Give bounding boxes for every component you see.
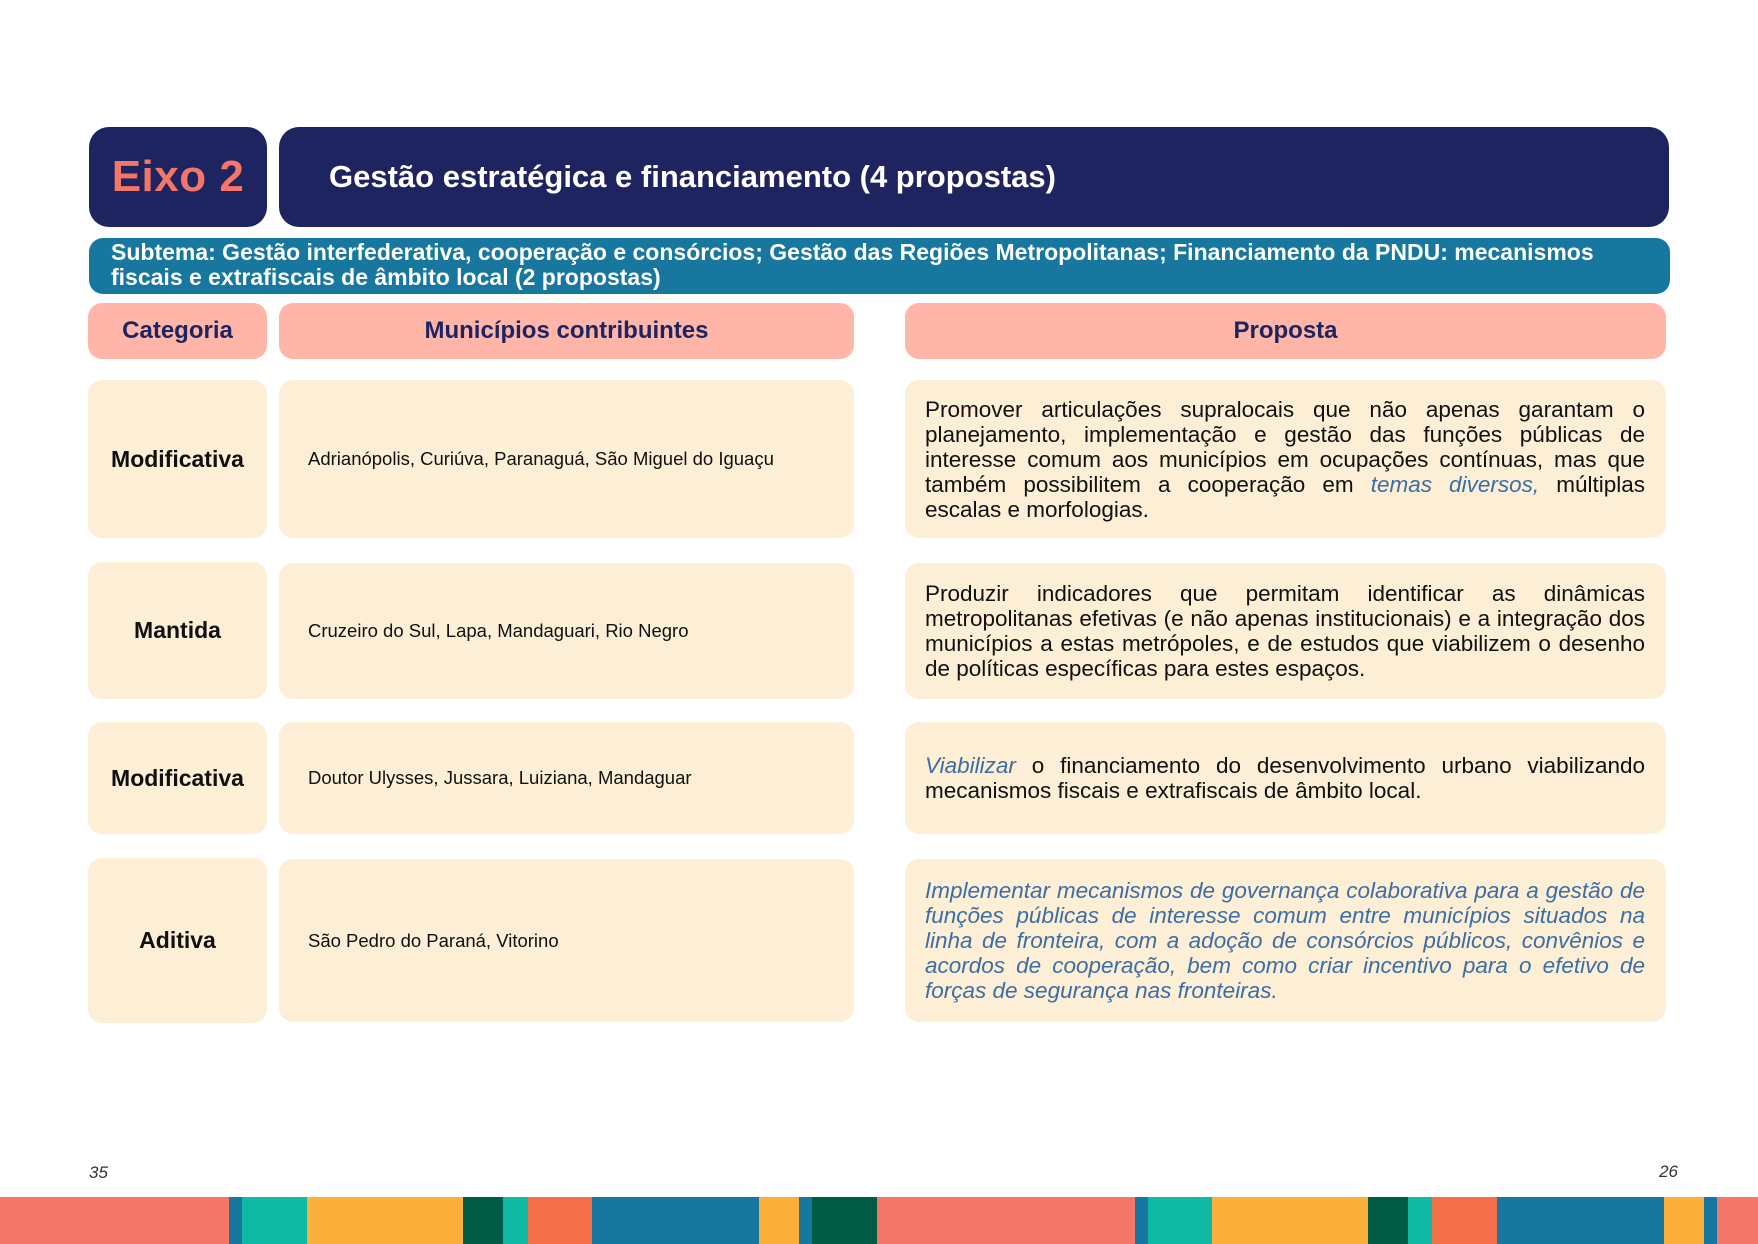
stripe-segment — [503, 1197, 528, 1244]
stripe-segment — [1717, 1197, 1758, 1244]
proposta-text — [925, 753, 1645, 803]
stripe-segment — [877, 1197, 1135, 1244]
table-row-1-municipios — [279, 380, 854, 538]
stripe-segment — [1368, 1197, 1408, 1244]
decorative-color-stripe — [0, 1197, 1758, 1244]
stripe-segment — [307, 1197, 463, 1244]
section-title-bar — [279, 127, 1669, 227]
proposta-text: Produzir indicadores que permitam identificar as dinâmicas metropolitanas efetivas (e não apenas institucionais) e a integração dos municípios a estas metrópoles, e de estudos que viabilizem o desenho de políticas específicas para estes espaços. — [925, 581, 1645, 681]
column-header-proposta-label: Proposta — [1233, 317, 1338, 344]
proposta-highlight: temas diversos, — [1370, 471, 1540, 497]
table-row-3-categoria — [88, 722, 267, 834]
table-row-4-proposta — [905, 859, 1666, 1022]
table-row-1-categoria — [88, 380, 267, 538]
column-header-municipios-label: Municípios contribuintes — [424, 317, 709, 344]
proposta-text-part: múltiplas escalas e morfologias. — [925, 471, 1645, 522]
table-row-4-categoria — [88, 858, 267, 1023]
page-number-left: 35 — [89, 1163, 108, 1182]
table-row-4-municipios — [279, 859, 854, 1022]
proposta-text-part: Promover articulações supralocais que não apenas garantam o planejamento, implementação e gestão das funções públicas de interesse comum aos municípios em ocupações contínuas, mas que também possibilitem a cooperação em — [925, 396, 1645, 497]
subtema-text: Subtema: Gestão interfederativa, cooperação e consórcios; Gestão das Regiões Metropolitanas; Financiamento da PNDU: mecanismos fiscais e extrafiscais de âmbito local (2 propostas) — [111, 239, 1594, 290]
categoria-value: Mantida — [134, 617, 221, 643]
stripe-segment — [592, 1197, 759, 1244]
stripe-segment — [1432, 1197, 1497, 1244]
proposta-text-part: o financiamento do desenvolvimento urbano viabilizando mecanismos fiscais e extrafiscais de âmbito local. — [925, 753, 1645, 803]
stripe-segment — [1704, 1197, 1717, 1244]
stripe-segment — [463, 1197, 503, 1244]
table-row-3-proposta — [905, 722, 1666, 834]
stripe-segment — [1148, 1197, 1212, 1244]
column-header-municipios — [279, 303, 854, 359]
table-row-2-proposta — [905, 563, 1666, 699]
table-row-3-municipios — [279, 722, 854, 834]
stripe-segment — [812, 1197, 877, 1244]
column-header-categoria — [88, 303, 267, 359]
proposta-text — [925, 397, 1645, 522]
stripe-segment — [242, 1197, 307, 1244]
proposta-highlight: Viabilizar — [925, 753, 1016, 778]
stripe-segment — [759, 1197, 799, 1244]
eixo-label: Eixo 2 — [111, 152, 245, 201]
stripe-segment — [799, 1197, 812, 1244]
categoria-value: Aditiva — [139, 927, 216, 953]
subtema-bar — [89, 238, 1670, 294]
stripe-segment — [0, 1197, 229, 1244]
stripe-segment — [1664, 1197, 1704, 1244]
page-number-right: 26 — [1659, 1162, 1678, 1181]
municipios-value: Doutor Ulysses, Jussara, Luiziana, Mandaguar — [308, 767, 692, 788]
municipios-value: Cruzeiro do Sul, Lapa, Mandaguari, Rio Negro — [308, 620, 689, 641]
eixo-badge — [89, 127, 267, 227]
table-row-2-municipios — [279, 563, 854, 699]
section-title: Gestão estratégica e financiamento (4 propostas) — [329, 159, 1056, 194]
proposta-text: Implementar mecanismos de governança colaborativa para a gestão de funções públicas de interesse comum entre municípios situados na linha de fronteira, com a adoção de consórcios públicos, convênios e acordos de cooperação, bem como criar incentivo para o efetivo de forças de segurança nas fronteiras. — [925, 878, 1645, 1003]
stripe-segment — [528, 1197, 592, 1244]
stripe-segment — [1497, 1197, 1664, 1244]
municipios-value: São Pedro do Paraná, Vitorino — [308, 929, 559, 951]
stripe-segment — [1408, 1197, 1432, 1244]
categoria-value: Modificativa — [111, 445, 244, 472]
table-row-1-proposta — [905, 380, 1666, 538]
stripe-segment — [1135, 1197, 1148, 1244]
stripe-segment — [1212, 1197, 1368, 1244]
column-header-categoria-label: Categoria — [122, 317, 233, 344]
municipios-value: Adrianópolis, Curiúva, Paranaguá, São Miguel do Iguaçu — [308, 448, 774, 469]
stripe-segment — [229, 1197, 242, 1244]
categoria-value: Modificativa — [111, 764, 244, 791]
column-header-proposta — [905, 303, 1666, 359]
table-row-2-categoria — [88, 562, 267, 699]
